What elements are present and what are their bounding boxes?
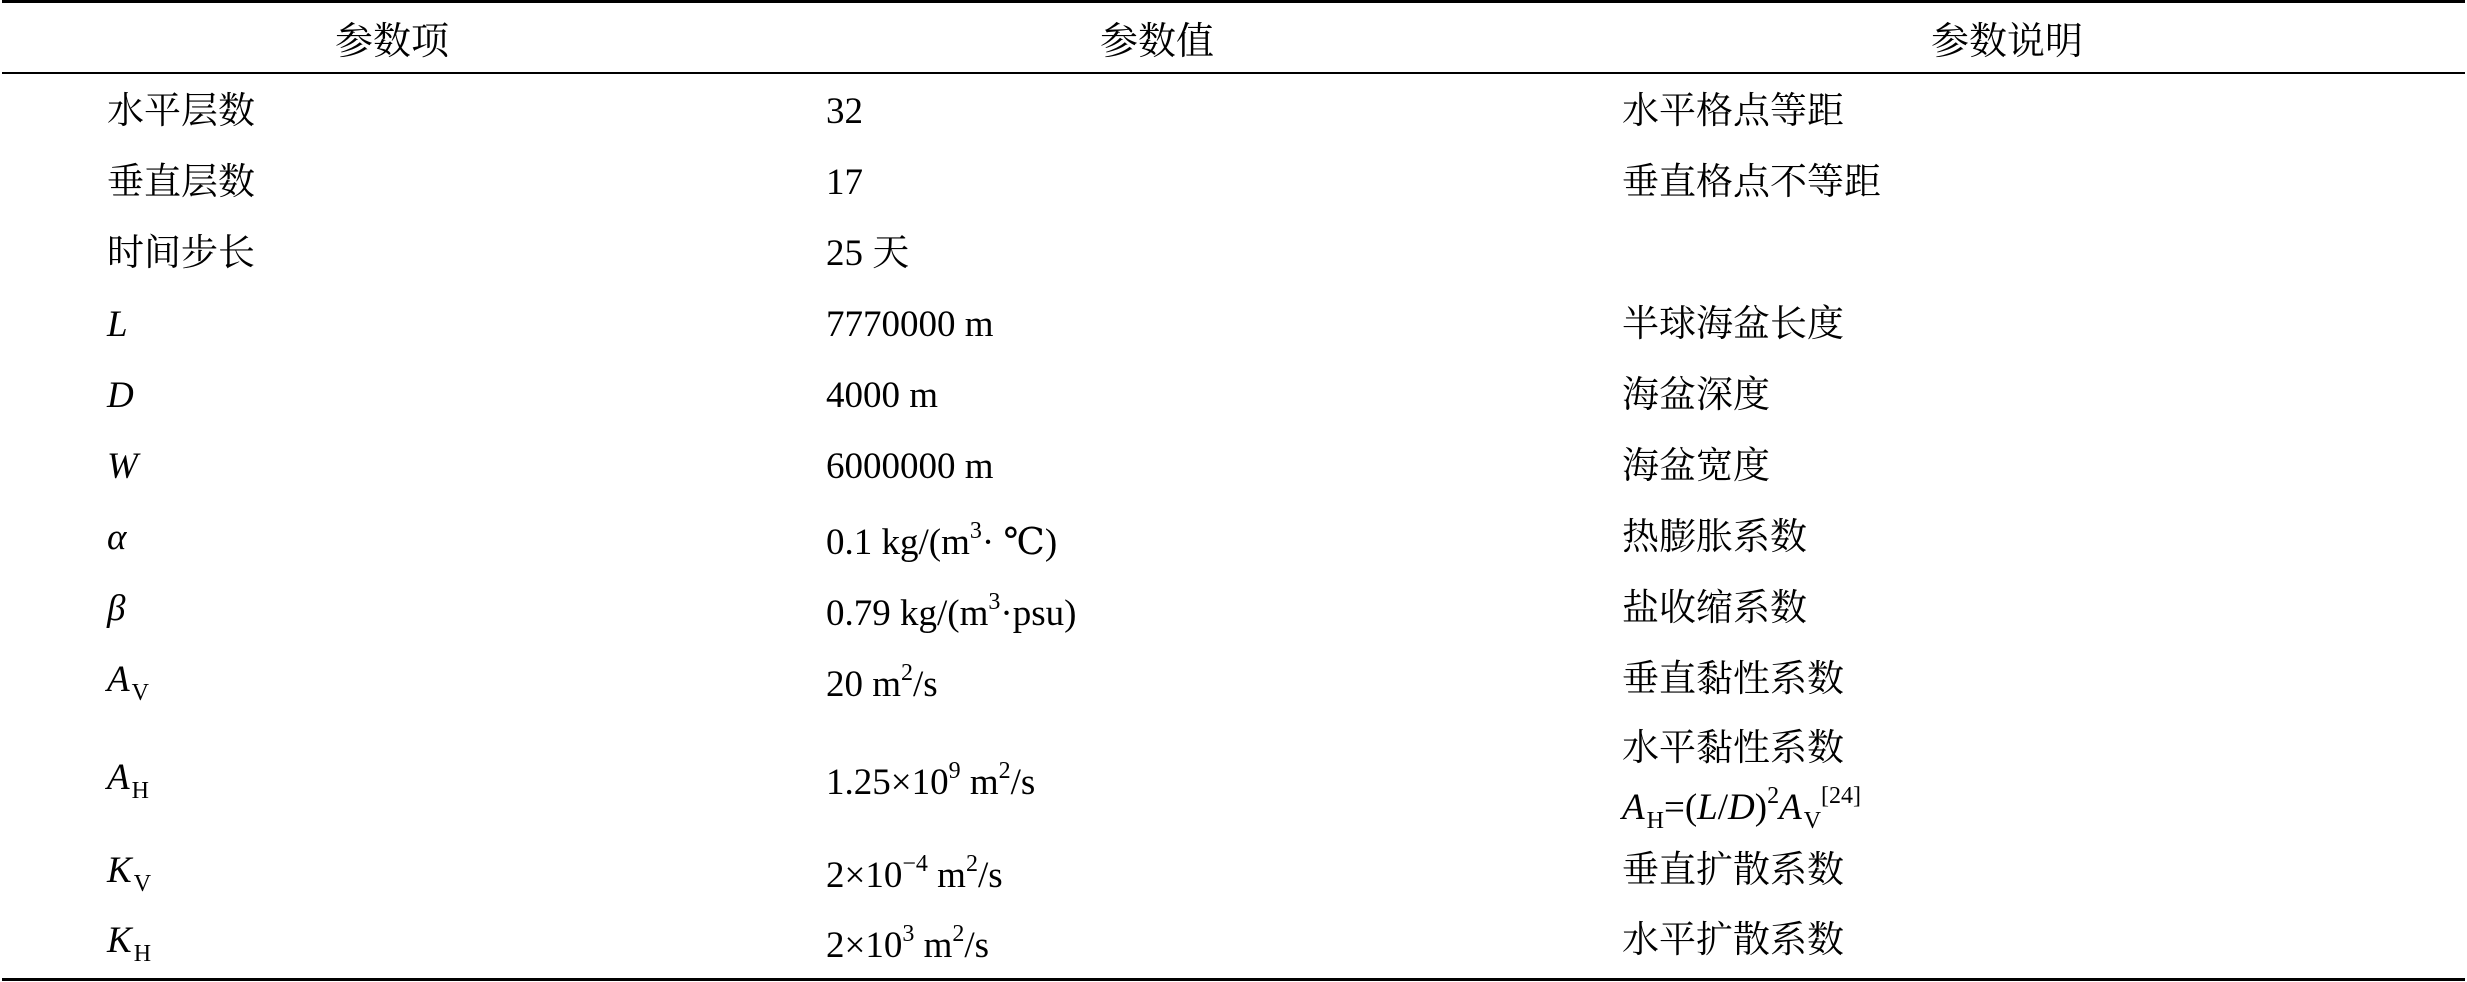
formula-cell: $A_H=(L/D)^2A_V[24]$ [1622, 783, 1862, 834]
desc-cell: 海盆宽度 [1622, 446, 1770, 487]
value-cell: 6000000 m [826, 446, 994, 487]
header-desc: 参数说明 [1930, 21, 2084, 63]
desc-cell: 水平黏性系数 [1622, 728, 1844, 769]
desc-cell: 垂直扩散系数 [1622, 850, 1844, 891]
desc-cell: 半球海盆长度 [1622, 304, 1844, 345]
param-cell: α [107, 517, 127, 558]
value-cell: $2\times 10^3$ $m^2/s$ [826, 921, 990, 966]
value-cell: $2\times 10^{-4}$ $m^2/s$ [826, 851, 1003, 896]
citation-ref: [24] [1821, 783, 1862, 809]
desc-cell: 垂直黏性系数 [1622, 659, 1844, 700]
value-cell: 7770000 m [826, 304, 994, 345]
param-cell: β [107, 588, 126, 629]
table-header-rule [2, 72, 2465, 74]
header-value: 参数值 [1099, 21, 1215, 63]
value-cell: 17 [826, 162, 863, 203]
param-cell: $A_V$ [107, 659, 149, 706]
param-cell: $A_H$ [107, 757, 149, 804]
param-cell: 水平层数 [107, 91, 255, 132]
param-cell: $K_V$ [107, 850, 152, 897]
param-cell: W [107, 446, 138, 487]
param-cell: 时间步长 [107, 233, 255, 274]
header-param: 参数项 [334, 21, 450, 63]
param-cell: 垂直层数 [107, 162, 255, 203]
value-cell: 25 天 [826, 233, 910, 274]
desc-cell: 水平扩散系数 [1622, 920, 1844, 961]
value-cell: $1.25\times 10^9$ $m^2/s$ [826, 758, 1036, 803]
desc-cell: 垂直格点不等距 [1622, 162, 1881, 203]
value-cell: 4000 m [826, 375, 939, 416]
table-bottom-rule [2, 978, 2465, 981]
param-cell: L [107, 304, 128, 345]
value-cell: 0.1 $kg/(m^3\cdot$ ℃) [826, 518, 1058, 563]
value-cell: 32 [826, 91, 863, 132]
param-cell: $K_H$ [107, 920, 152, 967]
desc-cell: 海盆深度 [1622, 375, 1770, 416]
desc-cell: 盐收缩系数 [1622, 588, 1807, 629]
table-top-rule [2, 0, 2465, 3]
param-cell: D [107, 375, 134, 416]
value-cell: 20 $m^2/s$ [826, 660, 938, 705]
value-cell: 0.79 $kg/(m^3\cdot psu)$ [826, 589, 1077, 634]
desc-cell: 热膨胀系数 [1622, 517, 1807, 558]
desc-cell: 水平格点等距 [1622, 91, 1844, 132]
